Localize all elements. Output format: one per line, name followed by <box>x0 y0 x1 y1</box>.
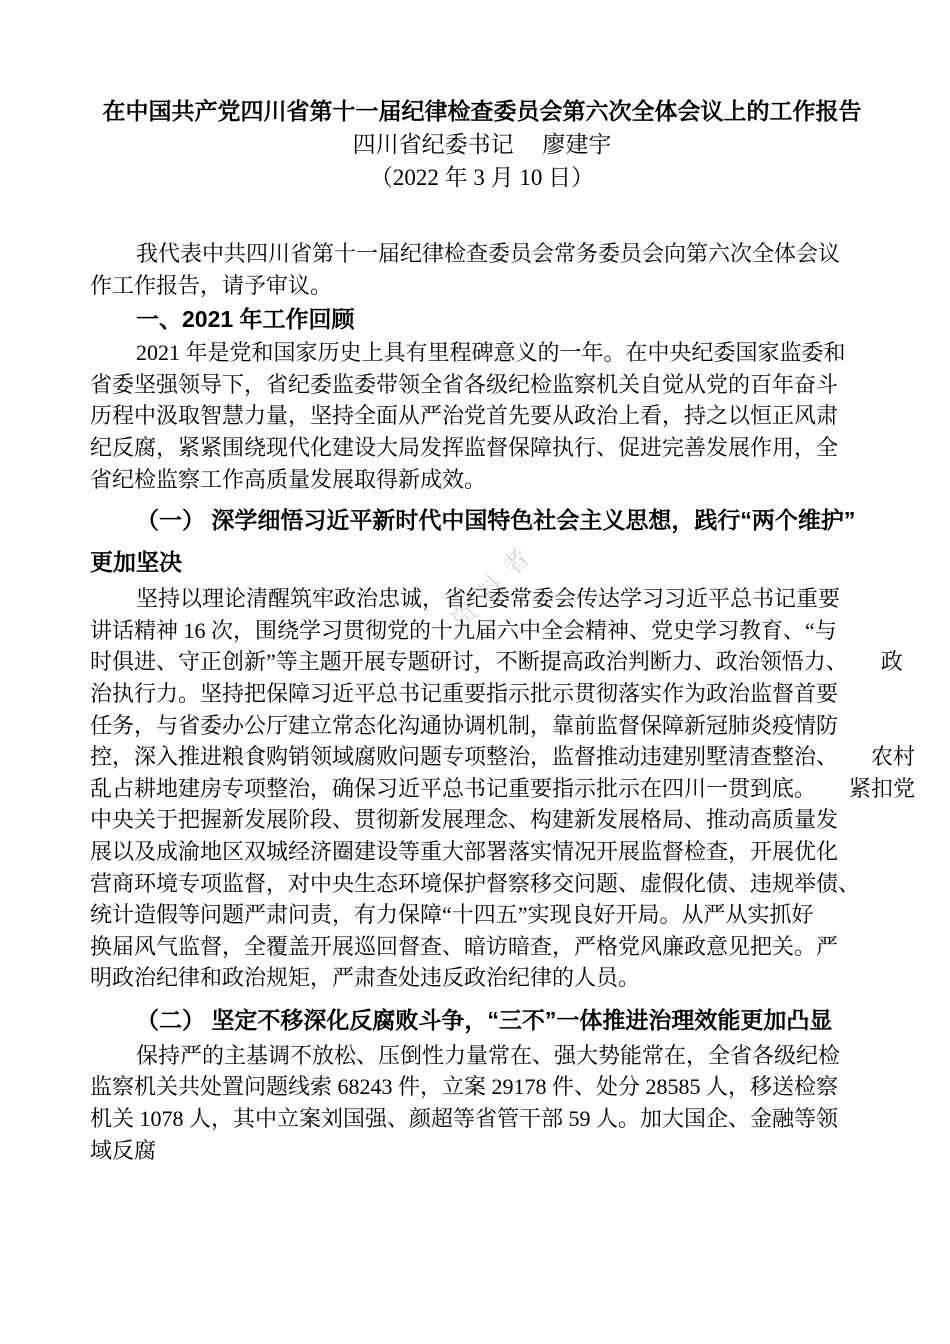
text-line: 作工作报告，请予审议。 <box>90 272 333 298</box>
text-line: 域反腐 <box>90 1137 157 1163</box>
text-line: 治执行力。坚持把保障习近平总书记重要指示批示贯彻落实作为政治监督首要 <box>90 680 839 706</box>
heading-line: （一） 深学细悟习近平新时代中国特色社会主义思想，践行“两个维护” <box>136 507 856 534</box>
text-line: 统计造假等问题严肃问责，有力保障“十四五”实现良好开局。从严从实抓好 <box>90 902 814 928</box>
paragraph-overview <box>90 337 874 495</box>
heading-line: 更加坚决 <box>90 549 182 576</box>
text-line: 坚持以理论清醒筑牢政治忠诚，省纪委常委会传达学习习近平总书记重要 <box>136 586 841 612</box>
report-date: （2022 年 3 月 10 日） <box>369 165 595 190</box>
text-line: 营商环境专项监督，对中央生态环境保护督察移交问题、虚假化债、违规举债、 <box>90 870 861 896</box>
paragraph-anticorruption <box>90 1040 874 1166</box>
text-line: 保持严的主基调不放松、压倒性力量常在、强大势能常在，全省各级纪检 <box>136 1042 841 1068</box>
report-title: 在中国共产党四川省第十一届纪律检查委员会第六次全体会议上的工作报告 <box>102 99 862 124</box>
text-line: 展以及成渝地区双城经济圈建设等重大部署落实情况开展监督检查，开展优化 <box>90 838 839 864</box>
text-line: 讲话精神 16 次，围绕学习贯彻党的十九届六中全会精神、党史学习教育、“与 <box>90 617 837 643</box>
text-line: 时俱进、守正创新”等主题开展专题研讨，不断提高政治判断力、政治领悟力、 政 <box>90 649 903 675</box>
text-line: 机关 1078 人，其中立案刘国强、颜超等省管干部 59 人。加大国企、金融等领 <box>90 1106 839 1132</box>
text-line: 我代表中共四川省第十一届纪律检查委员会常务委员会向第六次全体会议 <box>136 241 841 266</box>
subsection-heading-2: （二） 坚定不移深化反腐败斗争，“三不”一体推进治理效能更加凸显 <box>136 1006 833 1033</box>
text-line: 乱占耕地建房专项整治，确保习近平总书记重要指示批示在四川一贯到底。 紧扣党 <box>90 775 916 801</box>
text-line: 任务，与省委办公厅建立常态化沟通协调机制，靠前监督保障新冠肺炎疫情防 <box>90 712 839 738</box>
text-line: 明政治纪律和政治规矩，严肃查处违反政治纪律的人员。 <box>90 965 641 991</box>
text-line: 纪反腐，紧紧围绕现代化建设大局发挥监督保障执行、促进完善发展作用，全 <box>90 434 839 460</box>
text-line: 历程中汲取智慧力量，坚持全面从严治党首先要从政治上看，持之以恒正风肃 <box>90 403 839 429</box>
text-line: 2021 年是党和国家历史上具有里程碑意义的一年。在中央纪委国家监委和 <box>136 340 846 366</box>
watermark: 资料者 <box>447 535 544 635</box>
text-line: 中央关于把握新发展阶段、贯彻新发展理念、构建新发展格局、推动高质量发 <box>90 807 839 833</box>
paragraph-political-supervision <box>90 583 916 994</box>
text-line: 省委坚强领导下，省纪委监委带领全省各级纪检监察机关自觉从党的百年奋斗 <box>90 371 839 397</box>
document-content <box>90 95 916 1166</box>
text-line: 控，深入推进粮食购销领域腐败问题专项整治，监督推动违建别墅清查整治、 农村 <box>90 744 916 770</box>
report-author: 四川省纪委书记 廖建宇 <box>352 132 612 157</box>
text-line: 换届风气监督，全覆盖开展巡回督查、暗访暗查，严格党风廉政意见把关。严 <box>90 933 839 959</box>
text-line: 省纪检监察工作高质量发展取得新成效。 <box>90 466 487 492</box>
text-line: 监察机关共处置问题线索 68243 件，立案 29178 件、处分 28585 人，移送检察 <box>90 1074 839 1100</box>
subsection-heading-1 <box>90 499 874 583</box>
paragraph-intro <box>90 238 874 301</box>
section-heading-1: 一、2021 年工作回顾 <box>136 306 355 333</box>
